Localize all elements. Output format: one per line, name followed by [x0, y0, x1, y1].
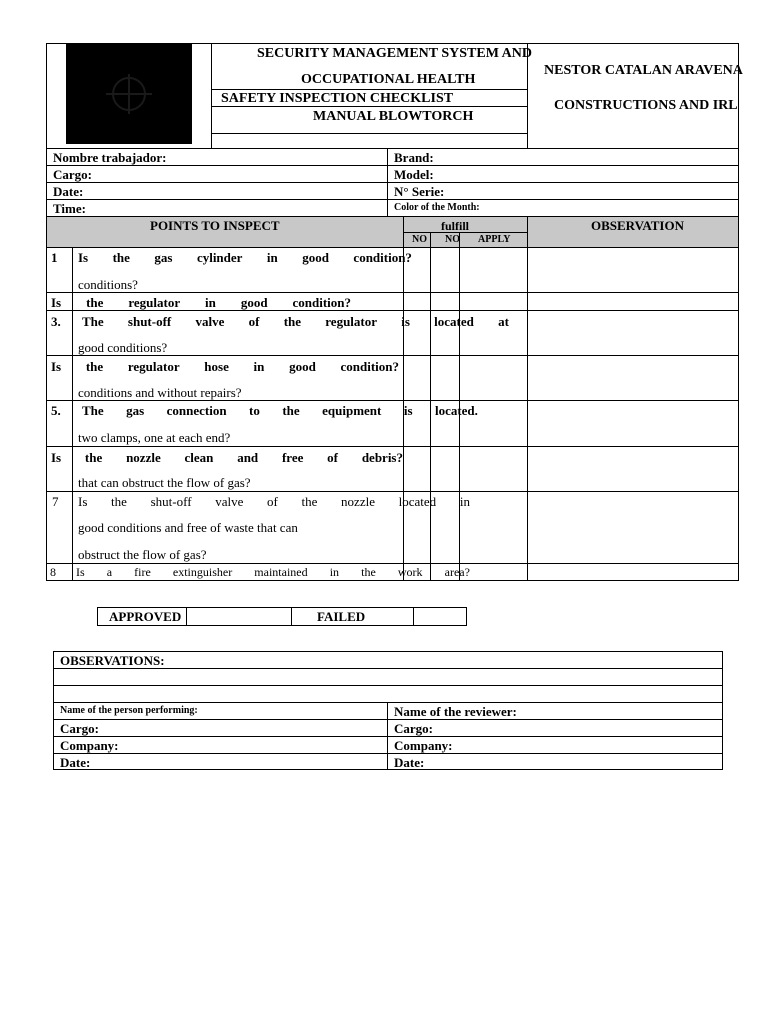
- observation-header: OBSERVATION: [591, 218, 684, 233]
- reviewer-cargo-label: Cargo:: [394, 721, 433, 736]
- row-question-cont: conditions?: [78, 277, 138, 292]
- observations-label: OBSERVATIONS:: [60, 653, 165, 668]
- fulfill-header: fulfill: [441, 219, 470, 233]
- approved-checkbox[interactable]: [187, 608, 291, 625]
- header-title-line-1: SECURITY MANAGEMENT SYSTEM AND: [257, 46, 532, 61]
- row-question: The shut-off valve of the regulator is located at: [82, 314, 509, 329]
- row-question-cont: good conditions and free of waste that can: [78, 520, 298, 535]
- row-question: Is the gas cylinder in good condition?: [78, 250, 412, 265]
- row-question: Is the shut-off valve of the nozzle located in: [78, 494, 470, 509]
- row-number: 7: [52, 494, 59, 509]
- model-field: Model:: [394, 167, 434, 182]
- row-question: Is the regulator hose in good condition?: [51, 359, 399, 374]
- row-question: Is the nozzle clean and free of debris?: [51, 450, 403, 465]
- equipment-name: MANUAL BLOWTORCH: [313, 109, 474, 124]
- fulfill-no-1: NO: [412, 234, 427, 245]
- fulfill-apply: APPLY: [478, 234, 511, 245]
- date-field: Date:: [53, 184, 84, 199]
- company-logo: [66, 44, 192, 144]
- row-question-cont: two clamps, one at each end?: [78, 430, 231, 445]
- serial-field: N° Serie:: [394, 184, 445, 199]
- company-name: NESTOR CATALAN ARAVENA: [544, 63, 743, 78]
- header-title-line-2: OCCUPATIONAL HEALTH: [301, 72, 476, 87]
- approved-label: APPROVED: [109, 609, 182, 624]
- worker-name-field: Nombre trabajador:: [53, 150, 167, 165]
- row-number: 5.: [51, 403, 61, 418]
- row-question: Is a fire extinguisher maintained in the work area?: [76, 565, 470, 579]
- performer-company-label: Company:: [60, 738, 119, 753]
- observations-line-2[interactable]: [54, 686, 722, 702]
- row-question-cont: good conditions?: [78, 340, 168, 355]
- company-subtitle: CONSTRUCTIONS AND IRL: [554, 98, 738, 113]
- observations-line-1[interactable]: [54, 669, 722, 685]
- row-number: 3.: [51, 314, 61, 329]
- row-number: 8: [50, 565, 56, 579]
- color-month-field: Color of the Month:: [394, 202, 480, 213]
- performer-cargo-label: Cargo:: [60, 721, 99, 736]
- points-header: POINTS TO INSPECT: [150, 218, 280, 233]
- failed-label: FAILED: [317, 609, 366, 624]
- reviewer-company-label: Company:: [394, 738, 453, 753]
- row-question: Is the regulator in good condition?: [51, 295, 351, 310]
- cargo-field: Cargo:: [53, 167, 92, 182]
- fulfill-no-2: NO: [445, 234, 460, 245]
- performer-date-label: Date:: [60, 755, 91, 770]
- reviewer-name-label: Name of the reviewer:: [394, 704, 517, 719]
- brand-field: Brand:: [394, 150, 434, 165]
- row-number: 1: [51, 250, 58, 265]
- failed-checkbox[interactable]: [414, 608, 466, 625]
- reviewer-date-label: Date:: [394, 755, 425, 770]
- row-question-cont: obstruct the flow of gas?: [78, 547, 207, 562]
- row-question: The gas connection to the equipment is located.: [82, 403, 478, 418]
- checklist-subtitle: SAFETY INSPECTION CHECKLIST: [221, 91, 454, 106]
- row-question-cont: conditions and without repairs?: [78, 385, 242, 400]
- performer-name-label: Name of the person performing:: [60, 705, 198, 716]
- time-field: Time:: [53, 201, 86, 216]
- row-question-cont: that can obstruct the flow of gas?: [78, 475, 251, 490]
